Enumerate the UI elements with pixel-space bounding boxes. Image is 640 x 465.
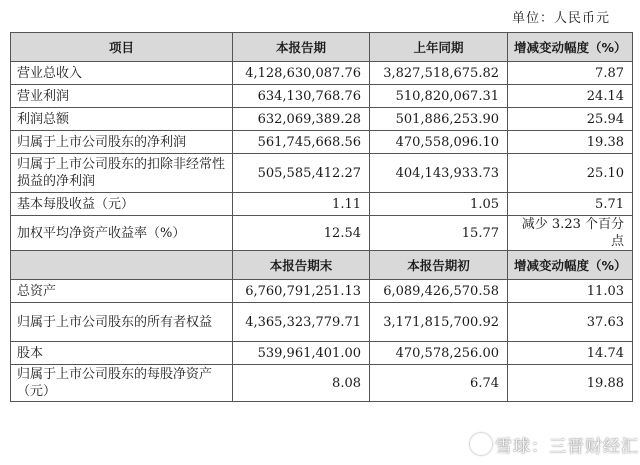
prior-value: 6,089,426,570.58 [370, 280, 508, 303]
change-value: 减少 3.23 个百分点 [508, 216, 633, 251]
current-value: 4,128,630,087.76 [233, 62, 370, 85]
table-row [11, 108, 633, 131]
change-value: 37.63 [508, 303, 633, 342]
column-header: 本报告期 [233, 33, 370, 62]
prior-value: 15.77 [370, 216, 508, 251]
row-label: 利润总额 [11, 108, 233, 131]
table-row [11, 216, 633, 251]
column-header [11, 251, 233, 280]
current-value: 4,365,323,779.71 [233, 303, 370, 342]
table-header-balance [11, 251, 633, 280]
row-label: 营业总收入 [11, 62, 233, 85]
prior-value: 501,886,253.90 [370, 108, 508, 131]
column-header: 本报告期末 [233, 251, 370, 280]
unit-label: 单位：人民币元 [511, 11, 610, 26]
row-label: 归属于上市公司股东的所有者权益 [11, 303, 233, 342]
prior-value: 470,578,256.00 [370, 342, 508, 365]
row-label: 归属于上市公司股东的每股净资产（元） [11, 365, 233, 402]
table-row [11, 131, 633, 154]
row-label: 加权平均净资产收益率（%） [11, 216, 233, 251]
current-value: 632,069,389.28 [233, 108, 370, 131]
change-value: 19.88 [508, 365, 633, 402]
table-row [11, 193, 633, 216]
change-value: 25.94 [508, 108, 633, 131]
prior-value: 6.74 [370, 365, 508, 402]
watermark-text: 雪球：三晋财经汇 [495, 437, 639, 457]
table-row [11, 342, 633, 365]
change-value: 19.38 [508, 131, 633, 154]
current-value: 505,585,412.27 [233, 154, 370, 193]
change-value: 7.87 [508, 62, 633, 85]
column-header: 本报告期初 [370, 251, 508, 280]
table-row [11, 85, 633, 108]
snowball-logo-icon [470, 433, 492, 455]
current-value: 561,745,668.56 [233, 131, 370, 154]
change-value: 11.03 [508, 280, 633, 303]
table-row [11, 303, 633, 342]
column-header: 项目 [11, 33, 233, 62]
current-value: 539,961,401.00 [233, 342, 370, 365]
column-header: 增减变动幅度（%） [508, 251, 633, 280]
prior-value: 510,820,067.31 [370, 85, 508, 108]
row-label: 基本每股收益（元） [11, 193, 233, 216]
change-value: 24.14 [508, 85, 633, 108]
column-header: 增减变动幅度（%） [508, 33, 633, 62]
table-row [11, 154, 633, 193]
column-header: 上年同期 [370, 33, 508, 62]
current-value: 634,130,768.76 [233, 85, 370, 108]
watermark [470, 432, 639, 457]
prior-value: 3,827,518,675.82 [370, 62, 508, 85]
table-row [11, 280, 633, 303]
current-value: 8.08 [233, 365, 370, 402]
row-label: 总资产 [11, 280, 233, 303]
financial-summary-table [10, 32, 633, 402]
row-label: 归属于上市公司股东的扣除非经常性损益的净利润 [11, 154, 233, 193]
change-value: 14.74 [508, 342, 633, 365]
current-value: 6,760,791,251.13 [233, 280, 370, 303]
row-label: 归属于上市公司股东的净利润 [11, 131, 233, 154]
prior-value: 404,143,933.73 [370, 154, 508, 193]
prior-value: 470,558,096.10 [370, 131, 508, 154]
row-label: 股本 [11, 342, 233, 365]
prior-value: 3,171,815,700.92 [370, 303, 508, 342]
change-value: 25.10 [508, 154, 633, 193]
change-value: 5.71 [508, 193, 633, 216]
table-row [11, 365, 633, 402]
table-header-period [11, 33, 633, 62]
current-value: 12.54 [233, 216, 370, 251]
current-value: 1.11 [233, 193, 370, 216]
row-label: 营业利润 [11, 85, 233, 108]
prior-value: 1.05 [370, 193, 508, 216]
table-row [11, 62, 633, 85]
